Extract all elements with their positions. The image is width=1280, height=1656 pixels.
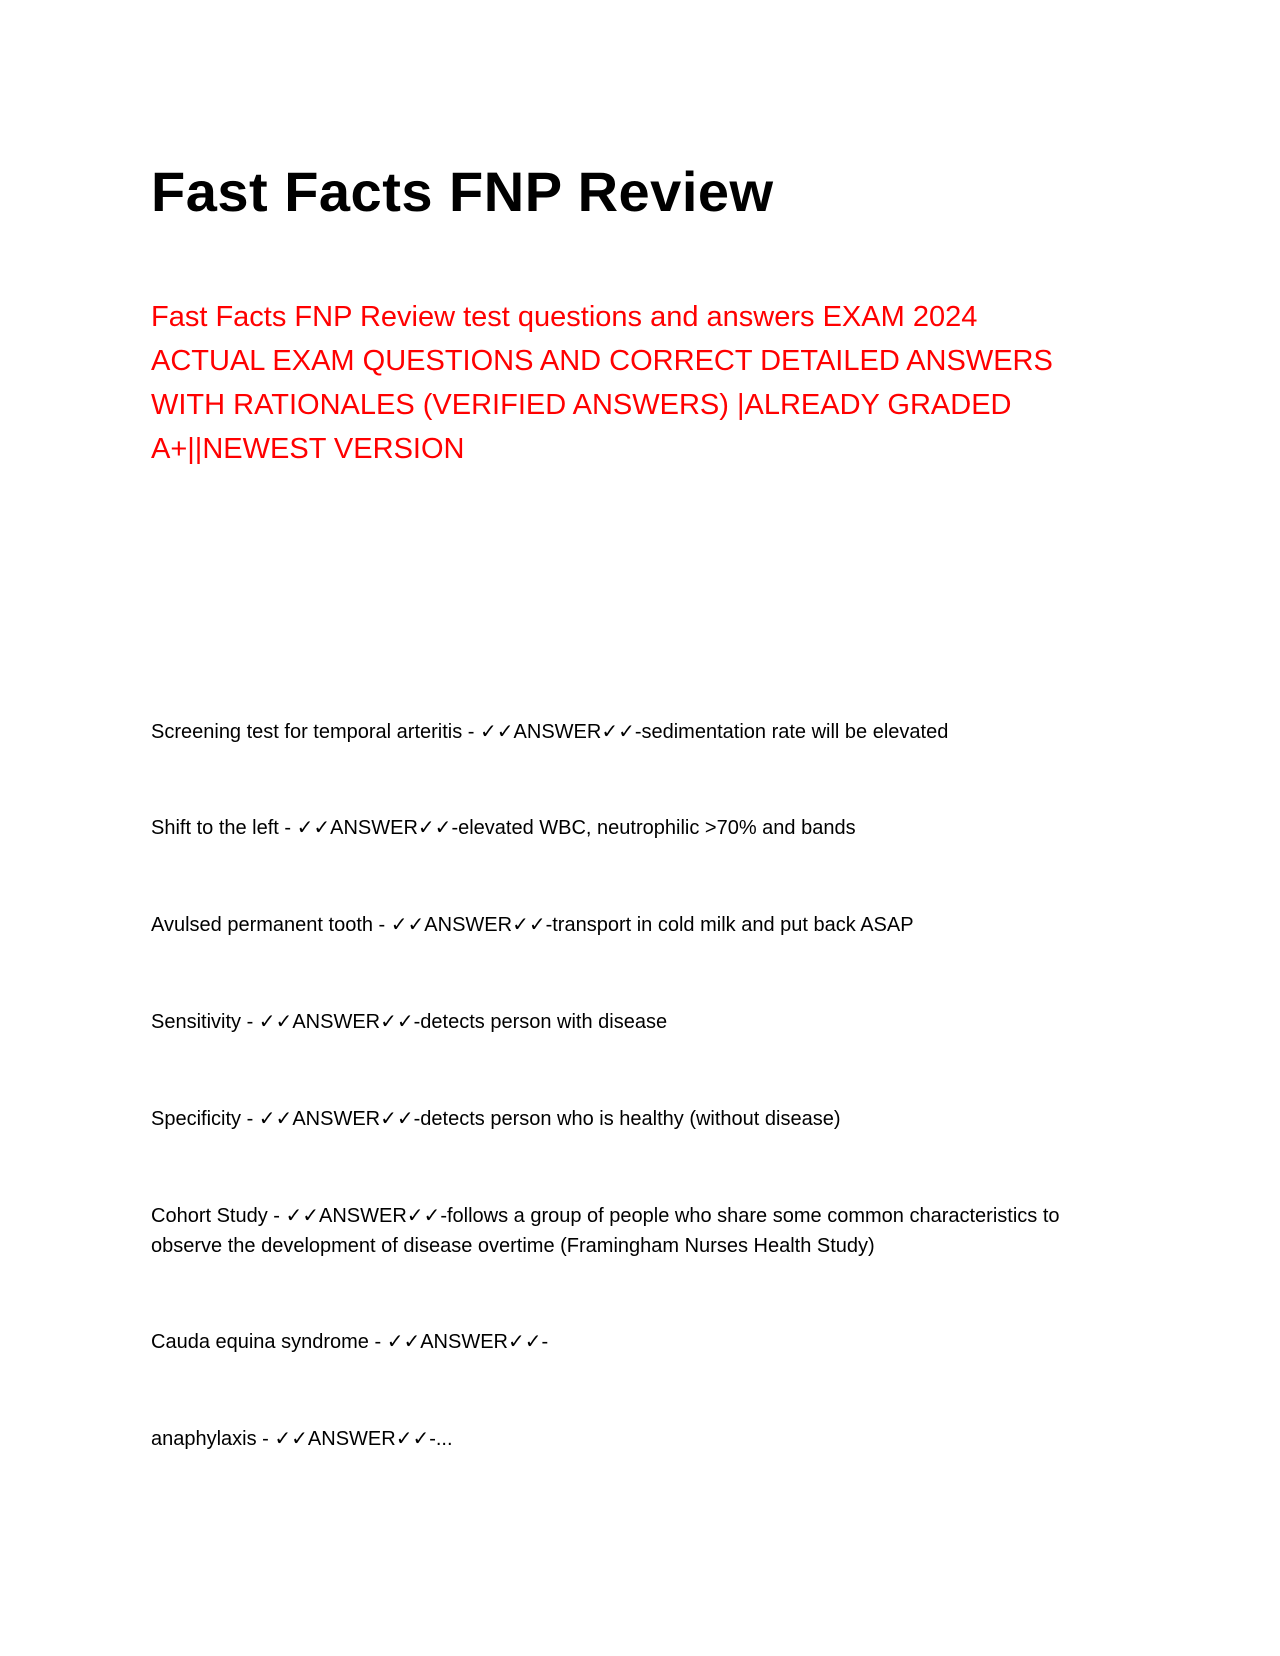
qa-text: Shift to the left - ✓✓ANSWER✓✓-elevated WBC, neutrophilic >70% and bands <box>151 817 856 839</box>
qa-item-temporal-arteritis <box>151 717 1121 747</box>
qa-item-cohort-study <box>151 1201 1121 1261</box>
qa-item-sensitivity <box>151 1007 1121 1037</box>
subtitle-line: ACTUAL EXAM QUESTIONS AND CORRECT DETAILED ANSWERS <box>151 345 1053 377</box>
qa-text: Sensitivity - ✓✓ANSWER✓✓-detects person with disease <box>151 1011 668 1033</box>
qa-item-specificity <box>151 1104 1121 1134</box>
document-title: Fast Facts FNP Review <box>151 160 774 223</box>
qa-text: Specificity - ✓✓ANSWER✓✓-detects person who is healthy (without disease) <box>151 1108 841 1130</box>
qa-text: Cohort Study - ✓✓ANSWER✓✓-follows a group of people who share some common characteristics to <box>151 1205 1060 1227</box>
qa-item-anaphylaxis <box>151 1424 1121 1454</box>
qa-text: anaphylaxis - ✓✓ANSWER✓✓-... <box>151 1428 453 1450</box>
qa-text: Cauda equina syndrome - ✓✓ANSWER✓✓- <box>151 1331 549 1353</box>
qa-text: observe the development of disease overtime (Framingham Nurses Health Study) <box>151 1235 875 1257</box>
qa-item-shift-to-left <box>151 813 1121 843</box>
document-subtitle <box>151 295 1091 471</box>
subtitle-line: A+||NEWEST VERSION <box>151 433 465 465</box>
qa-text: Screening test for temporal arteritis - ✓✓ANSWER✓✓-sedimentation rate will be elevated <box>151 721 949 743</box>
qa-item-cauda-equina <box>151 1327 1121 1357</box>
subtitle-line: WITH RATIONALES (VERIFIED ANSWERS) |ALREADY GRADED <box>151 389 1012 421</box>
qa-text: Avulsed permanent tooth - ✓✓ANSWER✓✓-transport in cold milk and put back ASAP <box>151 914 914 936</box>
qa-item-avulsed-tooth <box>151 910 1121 940</box>
subtitle-line: Fast Facts FNP Review test questions and answers EXAM 2024 <box>151 301 978 333</box>
